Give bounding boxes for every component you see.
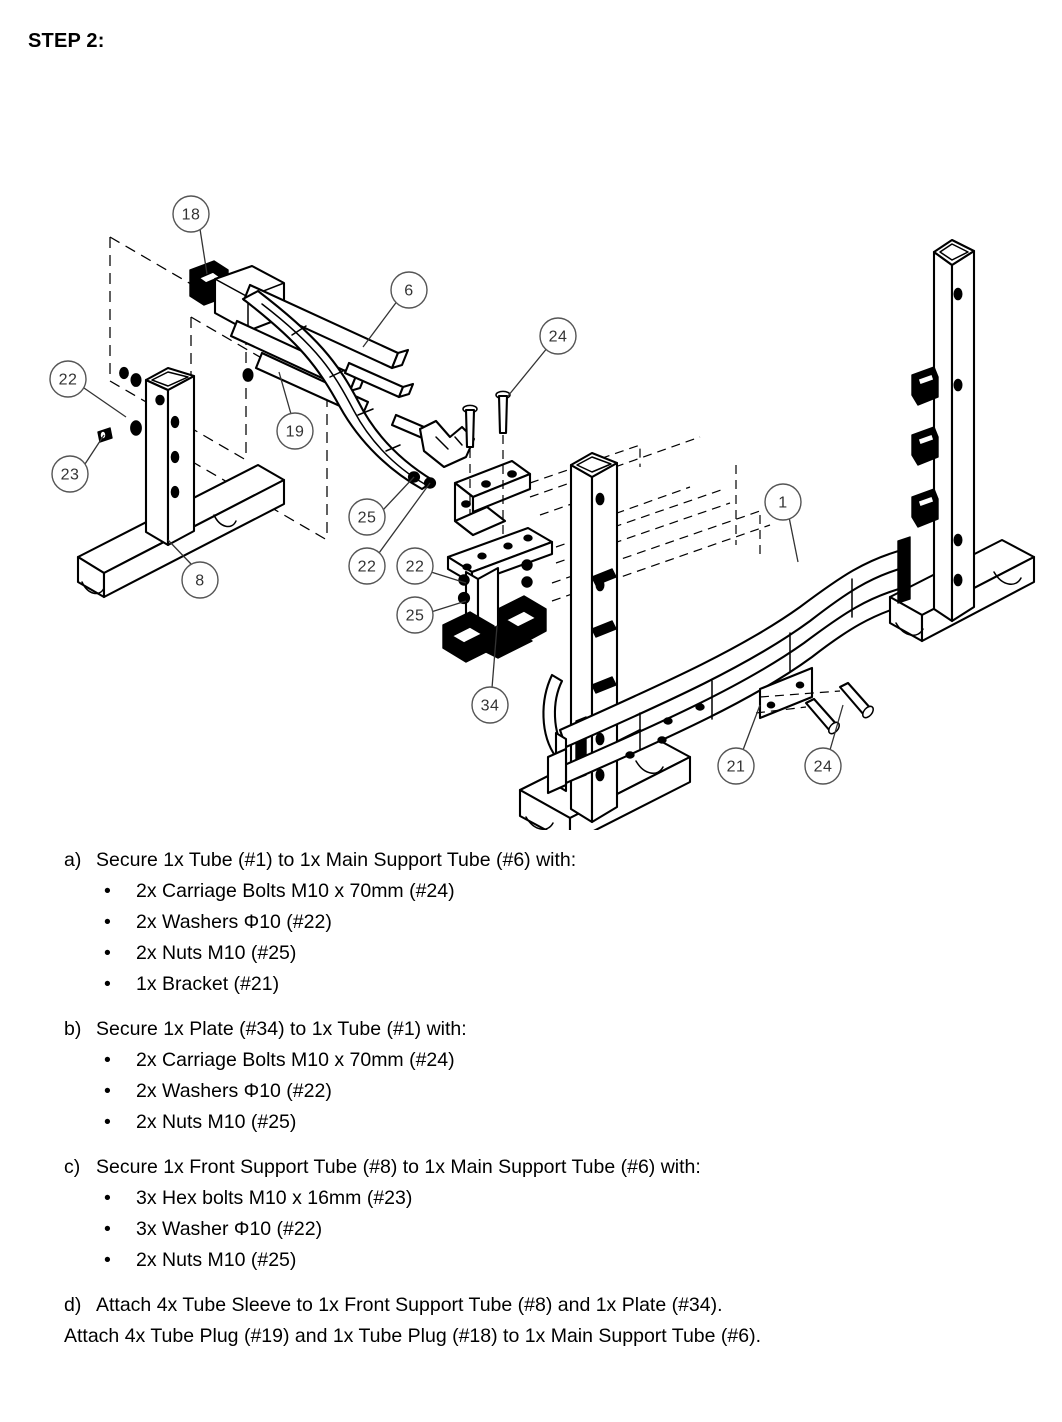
list-item (0, 876, 1062, 907)
bullet-text: 2x Nuts M10 (#25) (136, 942, 297, 964)
callout-22-b (397, 548, 433, 584)
center-upright-post (520, 453, 690, 830)
bullet-text: 2x Washers Φ10 (#22) (136, 1080, 332, 1102)
front-support-tube-8 (78, 368, 284, 597)
callout-25-b (397, 597, 433, 633)
callout-1 (765, 484, 801, 520)
section-heading-b: Secure 1x Plate (#34) to 1x Tube (#1) with: (96, 1018, 467, 1040)
callout-23 (52, 456, 88, 492)
instruction-section-c (0, 1152, 1062, 1276)
section-letter-c: c) (64, 1156, 81, 1178)
bracket-plate-upper (455, 461, 530, 535)
bullet-dot-icon: • (104, 973, 111, 995)
bullet-list-c (0, 1183, 1062, 1276)
callout-34 (472, 687, 508, 723)
svg-text:24: 24 (548, 328, 568, 346)
plate-34-assembly (443, 528, 552, 662)
section-heading-a: Secure 1x Tube (#1) to 1x Main Support Tube (#6) with: (96, 849, 577, 871)
bullet-text: 2x Nuts M10 (#25) (136, 1249, 297, 1271)
callout-21 (718, 748, 754, 784)
list-item (0, 938, 1062, 969)
svg-text:8: 8 (195, 572, 205, 590)
section-letter-a: a) (64, 849, 82, 871)
svg-text:25: 25 (357, 509, 377, 527)
list-item (0, 969, 1062, 1000)
list-item (0, 1245, 1062, 1276)
bullet-text: 2x Carriage Bolts M10 x 70mm (#24) (136, 880, 455, 902)
instruction-section-b (0, 1014, 1062, 1138)
section-letter-b: b) (64, 1018, 82, 1040)
callout-25-a (349, 499, 385, 535)
page-title: STEP 2: (28, 30, 105, 52)
bullet-dot-icon: • (104, 1187, 111, 1209)
bullet-dot-icon: • (104, 1111, 111, 1133)
bullet-dot-icon: • (104, 1218, 111, 1240)
svg-text:18: 18 (181, 206, 201, 224)
svg-text:6: 6 (404, 282, 414, 300)
instruction-list (0, 845, 1062, 1352)
callout-19 (277, 413, 313, 449)
bullet-text: 2x Carriage Bolts M10 x 70mm (#24) (136, 1049, 455, 1071)
bullet-text: 2x Nuts M10 (#25) (136, 1111, 297, 1133)
section-line-d-2: Attach 4x Tube Plug (#19) and 1x Tube Plug (#18) to 1x Main Support Tube (#6). (64, 1325, 762, 1347)
svg-text:23: 23 (60, 466, 80, 484)
section-letter-d: d) (64, 1294, 82, 1316)
bullet-text: 2x Washers Φ10 (#22) (136, 911, 332, 933)
bullet-text: 3x Washer Φ10 (#22) (136, 1218, 323, 1240)
instruction-section-a (0, 845, 1062, 1000)
callout-22-left (50, 361, 86, 397)
callout-6 (391, 272, 427, 308)
list-item (0, 907, 1062, 938)
right-upright-post (890, 240, 1034, 641)
bullet-dot-icon: • (104, 880, 111, 902)
bullet-text: 3x Hex bolts M10 x 16mm (#23) (136, 1187, 413, 1209)
callout-8 (182, 562, 218, 598)
svg-text:22: 22 (357, 558, 377, 576)
svg-text:24: 24 (813, 758, 833, 776)
list-item (0, 1107, 1062, 1138)
bullet-dot-icon: • (104, 1049, 111, 1071)
assembly-diagram-svg (0, 85, 1062, 830)
assembly-diagram (0, 85, 1062, 830)
svg-text:22: 22 (405, 558, 425, 576)
svg-text:19: 19 (285, 423, 305, 441)
bullet-dot-icon: • (104, 1080, 111, 1102)
list-item (0, 1045, 1062, 1076)
callout-24-top (540, 318, 576, 354)
list-item (0, 1076, 1062, 1107)
svg-text:34: 34 (480, 697, 500, 715)
bullet-dot-icon: • (104, 911, 111, 933)
list-item (0, 1214, 1062, 1245)
section-heading-c: Secure 1x Front Support Tube (#8) to 1x Main Support Tube (#6) with: (96, 1156, 701, 1178)
svg-text:25: 25 (405, 607, 425, 625)
bullet-text: 1x Bracket (#21) (136, 973, 280, 995)
bullet-dot-icon: • (104, 1249, 111, 1271)
svg-text:1: 1 (778, 494, 788, 512)
instruction-section-d (0, 1290, 1062, 1352)
bullet-dot-icon: • (104, 942, 111, 964)
callout-18 (173, 196, 209, 232)
callout-22-a (349, 548, 385, 584)
callout-24-bottom (805, 748, 841, 784)
svg-text:21: 21 (726, 758, 746, 776)
section-line-d-1: Attach 4x Tube Sleeve to 1x Front Support Tube (#8) and 1x Plate (#34). (96, 1294, 723, 1316)
svg-text:22: 22 (58, 371, 78, 389)
bullet-list-b (0, 1045, 1062, 1138)
list-item (0, 1183, 1062, 1214)
bullet-list-a (0, 876, 1062, 1000)
alignment-guides-center (530, 437, 770, 601)
